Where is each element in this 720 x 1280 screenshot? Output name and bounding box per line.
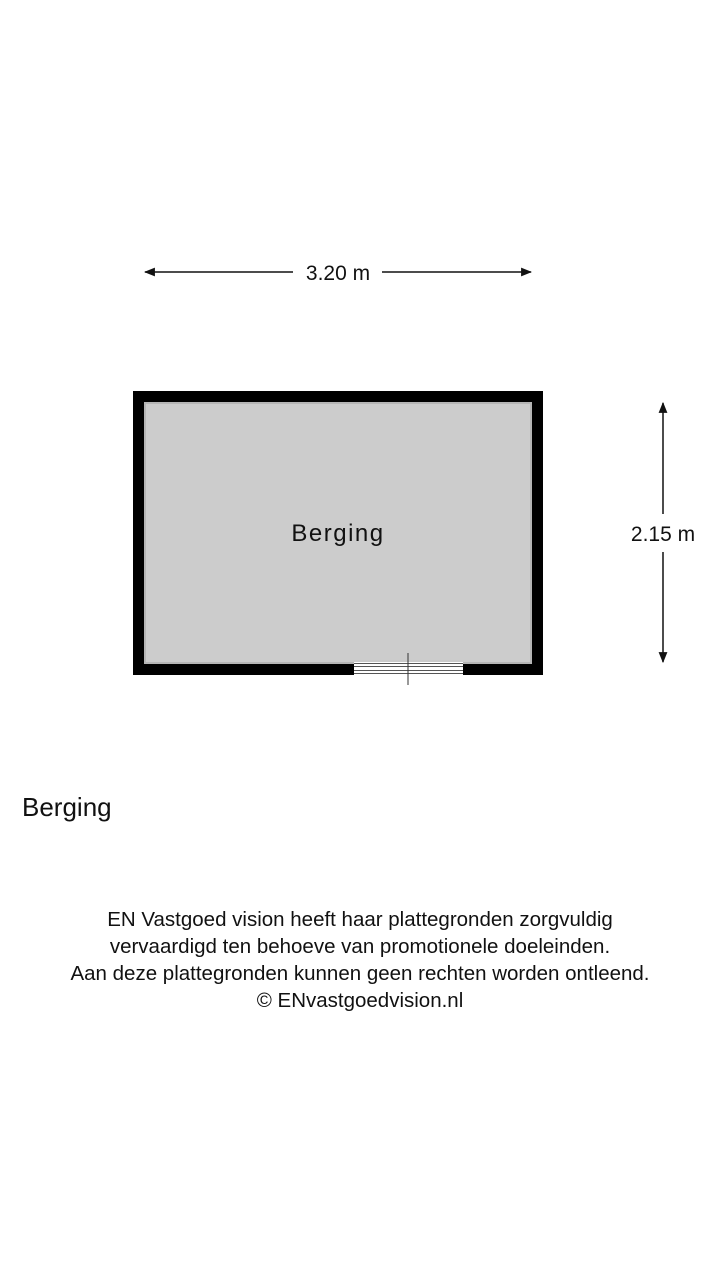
disclaimer-line-1: EN Vastgoed vision heeft haar plattegronden zorgvuldig — [107, 908, 613, 931]
disclaimer-line-3: Aan deze plattegronden kunnen geen rechten worden ontleend. — [70, 962, 650, 985]
disclaimer-line-2: vervaardigd ten behoeve van promotionele doeleinden. — [109, 935, 611, 958]
copyright: © ENvastgoedvision.nl — [256, 989, 464, 1012]
room-berging — [139, 397, 537, 669]
disclaimer — [0, 906, 720, 1014]
floor-name: Berging — [22, 792, 112, 822]
room-label: Berging — [291, 520, 385, 547]
width-dimension-label: 3.20 m — [305, 262, 371, 285]
depth-dimension-label: 2.15 m — [630, 523, 696, 546]
width-dimension — [145, 262, 531, 285]
depth-dimension — [631, 403, 695, 662]
